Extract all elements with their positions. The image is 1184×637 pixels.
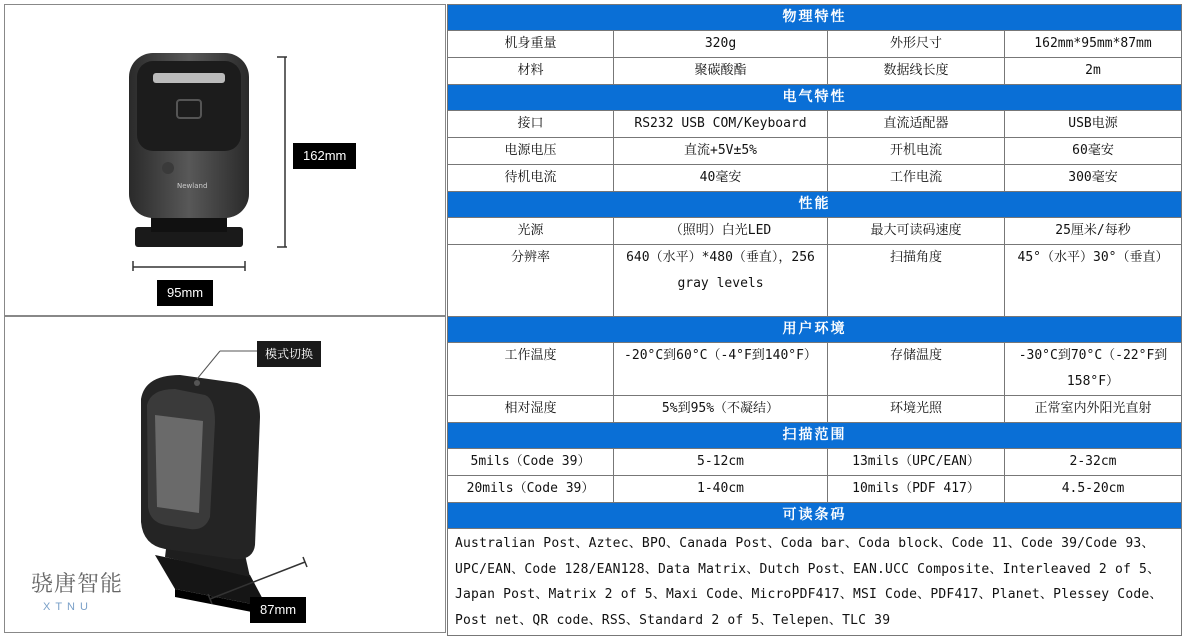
spec-label: 数据线长度: [828, 58, 1005, 85]
table-row: [448, 138, 1182, 165]
table-row: [448, 218, 1182, 245]
spec-value: 640（水平）*480（垂直），256 gray levels: [614, 245, 828, 317]
spec-label: 相对湿度: [448, 396, 614, 423]
spec-label: 环境光照: [828, 396, 1005, 423]
spec-value: 162mm*95mm*87mm: [1005, 31, 1182, 58]
spec-value: 45°（水平）30°（垂直）: [1005, 245, 1182, 317]
spec-label: 最大可读码速度: [828, 218, 1005, 245]
section-header-physical: 物理特性: [448, 5, 1182, 31]
spec-value: 2m: [1005, 58, 1182, 85]
spec-value: 5%到95%（不凝结）: [614, 396, 828, 423]
section-header-scan-range: 扫描范围: [448, 423, 1182, 449]
spec-value: 2-32cm: [1005, 449, 1182, 476]
spec-value: 正常室内外阳光直射: [1005, 396, 1182, 423]
table-row: [448, 245, 1182, 317]
mode-switch-callout: 模式切换: [257, 341, 321, 367]
side-view-panel: [4, 316, 446, 633]
table-row: [448, 58, 1182, 85]
spec-label: 机身重量: [448, 31, 614, 58]
spec-value: 4.5-20cm: [1005, 476, 1182, 503]
spec-label: 工作温度: [448, 343, 614, 396]
spec-label: 工作电流: [828, 165, 1005, 192]
table-row: [448, 31, 1182, 58]
symbologies-list: Australian Post、Aztec、BPO、Canada Post、Coda bar、Coda block、Code 11、Code 39/Code 93、UPC/EAN、Code 128/EAN128、Data Matrix、Dutch Post、EAN.UCC Composite、Interleaved 2 of 5、Japan Post、Matrix 2 of 5、Maxi Code、MicroPDF417、MSI Code、PDF417、Planet、Plessey Code、Post net、QR code、RSS、Standard 2 of 5、Telepen、TLC 39: [448, 529, 1182, 636]
spec-table: [447, 4, 1181, 633]
spec-label: 外形尺寸: [828, 31, 1005, 58]
spec-value: 1-40cm: [614, 476, 828, 503]
spec-value: 320g: [614, 31, 828, 58]
spec-value: RS232 USB COM/Keyboard: [614, 111, 828, 138]
spec-value: 直流+5V±5%: [614, 138, 828, 165]
scanner-front-illustration: [5, 5, 445, 315]
spec-value: 300毫安: [1005, 165, 1182, 192]
table-row: [448, 396, 1182, 423]
spec-label: 扫描角度: [828, 245, 1005, 317]
spec-label: 材料: [448, 58, 614, 85]
spec-label: 开机电流: [828, 138, 1005, 165]
table-row: [448, 449, 1182, 476]
width-dimension-label: 95mm: [157, 280, 213, 306]
table-row: [448, 165, 1182, 192]
spec-value: 聚碳酸酯: [614, 58, 828, 85]
spec-value: USB电源: [1005, 111, 1182, 138]
spec-label: 接口: [448, 111, 614, 138]
table-row: [448, 476, 1182, 503]
section-header-symbologies: 可读条码: [448, 503, 1182, 529]
table-row: [448, 529, 1182, 636]
spec-label: 存储温度: [828, 343, 1005, 396]
product-images: [4, 4, 447, 633]
spec-value: -30°C到70°C（-22°F到158°F）: [1005, 343, 1182, 396]
spec-label: 5mils（Code 39）: [448, 449, 614, 476]
spec-label: 待机电流: [448, 165, 614, 192]
spec-label: 分辨率: [448, 245, 614, 317]
spec-value: -20°C到60°C（-4°F到140°F）: [614, 343, 828, 396]
brand-logo-cn: 骁唐智能: [31, 572, 124, 597]
section-header-electrical: 电气特性: [448, 85, 1182, 111]
front-view-panel: [4, 4, 446, 316]
spec-value: （照明）白光LED: [614, 218, 828, 245]
depth-dimension-label: 87mm: [250, 597, 306, 623]
spec-label: 10mils（PDF 417）: [828, 476, 1005, 503]
section-header-environment: 用户环境: [448, 317, 1182, 343]
height-dimension-label: 162mm: [293, 143, 356, 169]
brand-logo-en: XTNU: [43, 601, 93, 613]
spec-value: 40毫安: [614, 165, 828, 192]
table-row: [448, 111, 1182, 138]
spec-label: 电源电压: [448, 138, 614, 165]
spec-label: 13mils（UPC/EAN）: [828, 449, 1005, 476]
spec-label: 20mils（Code 39）: [448, 476, 614, 503]
table-row: [448, 343, 1182, 396]
svg-text:Newland: Newland: [177, 182, 208, 190]
spec-value: 60毫安: [1005, 138, 1182, 165]
spec-value: 5-12cm: [614, 449, 828, 476]
section-header-performance: 性能: [448, 192, 1182, 218]
spec-value: 25厘米/每秒: [1005, 218, 1182, 245]
spec-label: 光源: [448, 218, 614, 245]
spec-label: 直流适配器: [828, 111, 1005, 138]
